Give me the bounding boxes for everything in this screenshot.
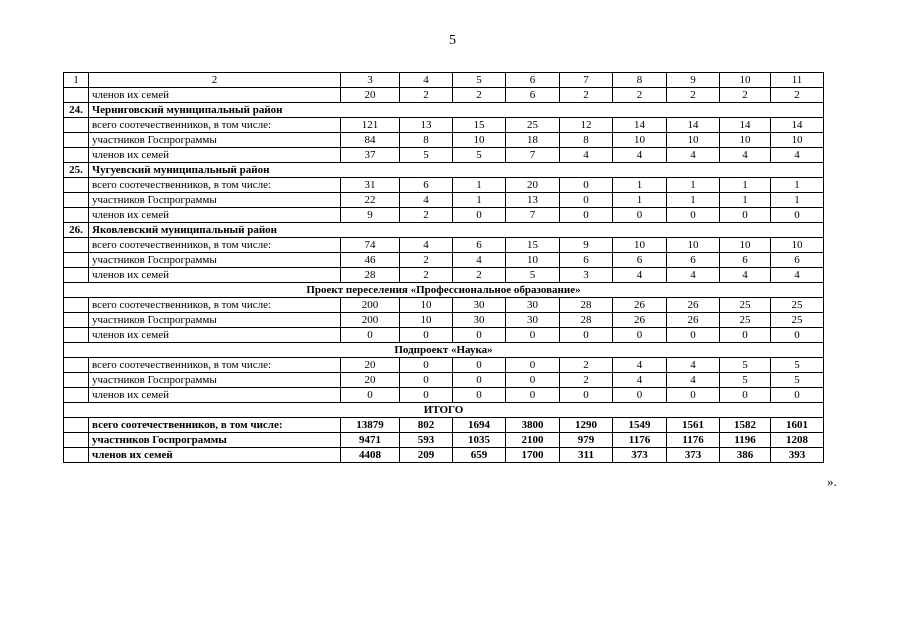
value-cell: 25: [720, 298, 771, 313]
district-name: Чугуевский муниципальный район: [89, 163, 824, 178]
row-number: [64, 448, 89, 463]
value-cell: 6: [613, 253, 667, 268]
value-cell: 0: [453, 208, 506, 223]
value-cell: 0: [400, 328, 453, 343]
value-cell: 1549: [613, 418, 667, 433]
table-row: [64, 238, 824, 253]
value-cell: 3800: [506, 418, 560, 433]
row-label: участников Госпрограммы: [89, 253, 341, 268]
value-cell: 121: [341, 118, 400, 133]
value-cell: 2: [667, 88, 720, 103]
value-cell: 659: [453, 448, 506, 463]
value-cell: 0: [506, 328, 560, 343]
value-cell: 25: [720, 313, 771, 328]
value-cell: 10: [720, 238, 771, 253]
value-cell: 4: [667, 148, 720, 163]
value-cell: 4: [613, 148, 667, 163]
header-cell: 8: [613, 73, 667, 88]
value-cell: 0: [453, 373, 506, 388]
section-title: Подпроект «Наука»: [64, 343, 824, 358]
value-cell: 37: [341, 148, 400, 163]
value-cell: 10: [720, 133, 771, 148]
value-cell: 386: [720, 448, 771, 463]
row-number: [64, 253, 89, 268]
value-cell: 0: [400, 373, 453, 388]
value-cell: 10: [771, 238, 824, 253]
row-label: членов их семей: [89, 268, 341, 283]
value-cell: 10: [506, 253, 560, 268]
value-cell: 4: [720, 268, 771, 283]
row-label: участников Госпрограммы: [89, 193, 341, 208]
row-number: [64, 373, 89, 388]
value-cell: 2: [720, 88, 771, 103]
value-cell: 373: [613, 448, 667, 463]
value-cell: 5: [453, 148, 506, 163]
table-row: [64, 358, 824, 373]
row-number: [64, 133, 89, 148]
header-row: [64, 73, 824, 88]
section-row: [64, 283, 824, 298]
value-cell: 2: [400, 88, 453, 103]
value-cell: 20: [506, 178, 560, 193]
row-number: 26.: [64, 223, 89, 238]
value-cell: 200: [341, 313, 400, 328]
row-number: [64, 148, 89, 163]
value-cell: 0: [720, 388, 771, 403]
value-cell: 1582: [720, 418, 771, 433]
value-cell: 0: [667, 388, 720, 403]
value-cell: 4: [400, 238, 453, 253]
value-cell: 5: [506, 268, 560, 283]
district-name: Яковлевский муниципальный район: [89, 223, 824, 238]
value-cell: 1196: [720, 433, 771, 448]
header-cell: 4: [400, 73, 453, 88]
value-cell: 0: [506, 373, 560, 388]
value-cell: 28: [560, 313, 613, 328]
value-cell: 0: [667, 208, 720, 223]
value-cell: 1561: [667, 418, 720, 433]
table-row: [64, 193, 824, 208]
value-cell: 6: [667, 253, 720, 268]
row-number: [64, 298, 89, 313]
table-row: [64, 178, 824, 193]
value-cell: 6: [400, 178, 453, 193]
header-cell: 2: [89, 73, 341, 88]
district-row: [64, 223, 824, 238]
value-cell: 30: [453, 298, 506, 313]
value-cell: 1: [771, 178, 824, 193]
header-cell: 9: [667, 73, 720, 88]
value-cell: 10: [613, 238, 667, 253]
value-cell: 28: [341, 268, 400, 283]
value-cell: 6: [720, 253, 771, 268]
district-row: [64, 103, 824, 118]
value-cell: 8: [400, 133, 453, 148]
total-row: [64, 418, 824, 433]
value-cell: 2100: [506, 433, 560, 448]
value-cell: 0: [667, 328, 720, 343]
value-cell: 4: [400, 193, 453, 208]
value-cell: 10: [667, 133, 720, 148]
value-cell: 2: [453, 268, 506, 283]
table-row: [64, 88, 824, 103]
value-cell: 4: [613, 358, 667, 373]
table-row: [64, 148, 824, 163]
row-number: [64, 418, 89, 433]
row-number: 25.: [64, 163, 89, 178]
value-cell: 25: [506, 118, 560, 133]
value-cell: 1176: [667, 433, 720, 448]
value-cell: 20: [341, 358, 400, 373]
value-cell: 25: [771, 313, 824, 328]
page-number: 5: [449, 33, 456, 48]
value-cell: 14: [613, 118, 667, 133]
header-cell: 7: [560, 73, 613, 88]
header-cell: 6: [506, 73, 560, 88]
value-cell: 1: [720, 193, 771, 208]
row-number: [64, 328, 89, 343]
value-cell: 1290: [560, 418, 613, 433]
value-cell: 0: [341, 328, 400, 343]
value-cell: 2: [400, 208, 453, 223]
section-title: ИТОГО: [64, 403, 824, 418]
value-cell: 4: [720, 148, 771, 163]
table-row: [64, 298, 824, 313]
value-cell: 74: [341, 238, 400, 253]
value-cell: 209: [400, 448, 453, 463]
row-number: [64, 313, 89, 328]
value-cell: 3: [560, 268, 613, 283]
value-cell: 13: [506, 193, 560, 208]
value-cell: 5: [771, 358, 824, 373]
row-label: всего соотечественников, в том числе:: [89, 358, 341, 373]
value-cell: 802: [400, 418, 453, 433]
value-cell: 0: [560, 328, 613, 343]
value-cell: 0: [453, 358, 506, 373]
value-cell: 4: [667, 268, 720, 283]
value-cell: 14: [720, 118, 771, 133]
table-row: [64, 253, 824, 268]
value-cell: 13: [400, 118, 453, 133]
row-label: всего соотечественников, в том числе:: [89, 418, 341, 433]
value-cell: 30: [506, 313, 560, 328]
row-label: всего соотечественников, в том числе:: [89, 118, 341, 133]
value-cell: 12: [560, 118, 613, 133]
value-cell: 4: [560, 148, 613, 163]
value-cell: 1: [613, 178, 667, 193]
row-label: членов их семей: [89, 208, 341, 223]
value-cell: 0: [560, 388, 613, 403]
row-number: [64, 193, 89, 208]
value-cell: 0: [341, 388, 400, 403]
value-cell: 311: [560, 448, 613, 463]
table-body: [64, 73, 824, 463]
total-row: [64, 433, 824, 448]
value-cell: 10: [613, 133, 667, 148]
value-cell: 25: [771, 298, 824, 313]
row-label: членов их семей: [89, 148, 341, 163]
value-cell: 9: [560, 238, 613, 253]
header-cell: 5: [453, 73, 506, 88]
value-cell: 26: [613, 313, 667, 328]
row-label: всего соотечественников, в том числе:: [89, 178, 341, 193]
value-cell: 26: [667, 313, 720, 328]
value-cell: 0: [613, 208, 667, 223]
value-cell: 2: [613, 88, 667, 103]
section-row: [64, 403, 824, 418]
value-cell: 0: [560, 193, 613, 208]
row-number: [64, 433, 89, 448]
value-cell: 0: [771, 328, 824, 343]
row-label: членов их семей: [89, 88, 341, 103]
value-cell: 1: [613, 193, 667, 208]
table-row: [64, 328, 824, 343]
table-row: [64, 388, 824, 403]
value-cell: 28: [560, 298, 613, 313]
value-cell: 5: [400, 148, 453, 163]
value-cell: 2: [560, 373, 613, 388]
closing-quote-mark: ».: [827, 474, 837, 489]
value-cell: 1: [453, 193, 506, 208]
value-cell: 31: [341, 178, 400, 193]
value-cell: 14: [667, 118, 720, 133]
row-number: [64, 358, 89, 373]
value-cell: 1601: [771, 418, 824, 433]
value-cell: 8: [560, 133, 613, 148]
value-cell: 4: [771, 268, 824, 283]
header-cell: 11: [771, 73, 824, 88]
total-row: [64, 448, 824, 463]
value-cell: 1176: [613, 433, 667, 448]
value-cell: 0: [560, 208, 613, 223]
value-cell: 4: [771, 148, 824, 163]
value-cell: 979: [560, 433, 613, 448]
value-cell: 84: [341, 133, 400, 148]
value-cell: 0: [720, 328, 771, 343]
value-cell: 5: [771, 373, 824, 388]
value-cell: 4: [613, 373, 667, 388]
value-cell: 15: [506, 238, 560, 253]
row-label: членов их семей: [89, 448, 341, 463]
table-row: [64, 208, 824, 223]
value-cell: 2: [560, 88, 613, 103]
header-cell: 10: [720, 73, 771, 88]
value-cell: 22: [341, 193, 400, 208]
value-cell: 1: [667, 178, 720, 193]
row-number: [64, 88, 89, 103]
value-cell: 10: [400, 313, 453, 328]
value-cell: 26: [667, 298, 720, 313]
value-cell: 0: [453, 388, 506, 403]
value-cell: 30: [506, 298, 560, 313]
header-cell: 1: [64, 73, 89, 88]
row-label: всего соотечественников, в том числе:: [89, 238, 341, 253]
value-cell: 6: [771, 253, 824, 268]
value-cell: 4: [667, 373, 720, 388]
row-number: [64, 118, 89, 133]
value-cell: 10: [453, 133, 506, 148]
row-number: [64, 268, 89, 283]
row-label: членов их семей: [89, 328, 341, 343]
value-cell: 9471: [341, 433, 400, 448]
value-cell: 10: [771, 133, 824, 148]
value-cell: 0: [720, 208, 771, 223]
value-cell: 15: [453, 118, 506, 133]
value-cell: 6: [560, 253, 613, 268]
value-cell: 0: [453, 328, 506, 343]
value-cell: 0: [771, 208, 824, 223]
value-cell: 20: [341, 373, 400, 388]
table-row: [64, 133, 824, 148]
row-label: членов их семей: [89, 388, 341, 403]
value-cell: 0: [613, 328, 667, 343]
value-cell: 1700: [506, 448, 560, 463]
value-cell: 0: [613, 388, 667, 403]
header-cell: 3: [341, 73, 400, 88]
value-cell: 26: [613, 298, 667, 313]
value-cell: 1: [771, 193, 824, 208]
value-cell: 2: [400, 268, 453, 283]
value-cell: 10: [400, 298, 453, 313]
section-row: [64, 343, 824, 358]
value-cell: 393: [771, 448, 824, 463]
value-cell: 14: [771, 118, 824, 133]
value-cell: 4: [667, 358, 720, 373]
value-cell: 0: [400, 388, 453, 403]
value-cell: 593: [400, 433, 453, 448]
value-cell: 13879: [341, 418, 400, 433]
row-label: участников Госпрограммы: [89, 433, 341, 448]
row-number: [64, 388, 89, 403]
value-cell: 10: [667, 238, 720, 253]
row-number: 24.: [64, 103, 89, 118]
value-cell: 46: [341, 253, 400, 268]
table-row: [64, 268, 824, 283]
value-cell: 0: [560, 178, 613, 193]
row-label: участников Госпрограммы: [89, 373, 341, 388]
value-cell: 1: [453, 178, 506, 193]
value-cell: 200: [341, 298, 400, 313]
value-cell: 6: [453, 238, 506, 253]
table-row: [64, 313, 824, 328]
value-cell: 5: [720, 358, 771, 373]
value-cell: 1: [720, 178, 771, 193]
section-title: Проект переселения «Профессиональное образование»: [64, 283, 824, 298]
row-label: всего соотечественников, в том числе:: [89, 298, 341, 313]
data-table: [63, 72, 824, 463]
value-cell: 1: [667, 193, 720, 208]
value-cell: 7: [506, 208, 560, 223]
value-cell: 373: [667, 448, 720, 463]
value-cell: 4408: [341, 448, 400, 463]
value-cell: 0: [400, 358, 453, 373]
value-cell: 4: [613, 268, 667, 283]
value-cell: 1208: [771, 433, 824, 448]
value-cell: 0: [771, 388, 824, 403]
value-cell: 2: [453, 88, 506, 103]
value-cell: 9: [341, 208, 400, 223]
value-cell: 18: [506, 133, 560, 148]
value-cell: 0: [506, 358, 560, 373]
value-cell: 2: [560, 358, 613, 373]
value-cell: 6: [506, 88, 560, 103]
row-label: участников Госпрограммы: [89, 133, 341, 148]
district-row: [64, 163, 824, 178]
district-name: Черниговский муниципальный район: [89, 103, 824, 118]
value-cell: 2: [771, 88, 824, 103]
row-number: [64, 208, 89, 223]
value-cell: 30: [453, 313, 506, 328]
value-cell: 7: [506, 148, 560, 163]
row-label: участников Госпрограммы: [89, 313, 341, 328]
value-cell: 1694: [453, 418, 506, 433]
value-cell: 1035: [453, 433, 506, 448]
row-number: [64, 178, 89, 193]
value-cell: 20: [341, 88, 400, 103]
value-cell: 4: [453, 253, 506, 268]
table-row: [64, 373, 824, 388]
value-cell: 0: [506, 388, 560, 403]
table-row: [64, 118, 824, 133]
value-cell: 5: [720, 373, 771, 388]
value-cell: 2: [400, 253, 453, 268]
row-number: [64, 238, 89, 253]
